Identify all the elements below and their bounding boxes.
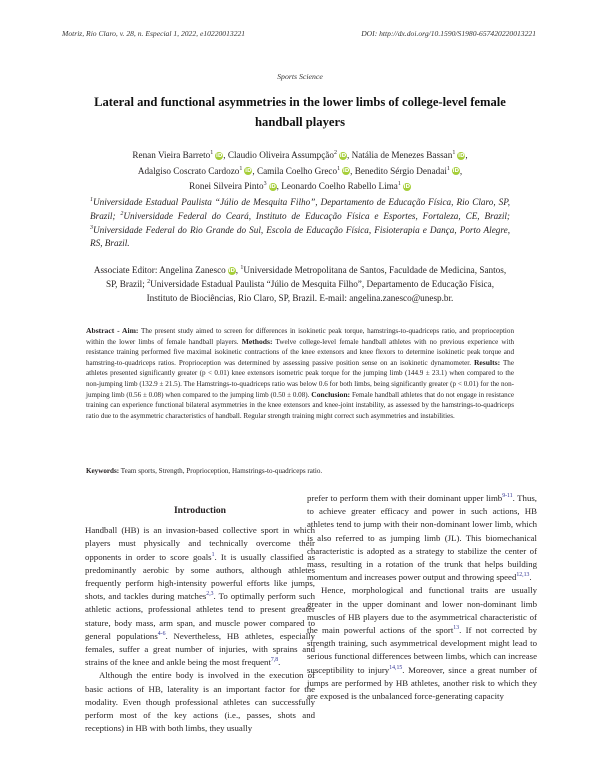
author: Camila Coelho Greco$^1$ iD, <box>256 165 353 176</box>
orcid-icon[interactable]: iD <box>342 168 350 175</box>
abstract: Abstract - Aim: The present study aimed to screen for differences in isokinetic peak torque, hamstrings-to-quadriceps ratio, and proprioception within the lower limbs of female handball players. Methods: Twelve college-level female handball athletes with no previous experience with resistance training performed five maximal isokinetic contractions of the knee extensors and knee flexors to determine isokinetic peak torque and hamstring-to-quadriceps ratios. Proprioception was determined by assessing passive position sense on an isokinetic dynamometer. Results: The athletes presented significantly greater (p < 0.01) knee extensors isometric peak torque for the jumping limb (144.9 ± 23.1) when compared to the non-jumping limb (132.9 ± 21.5). The Hamstrings-to-quadriceps ratio was below 0.6 for both limbs, being significantly greater (p < 0.01) for the non-jumping limb (0.56 ± 0.08) when compared to the jumping limb (0.50 ± 0.08). Conclusion: Female handball athletes that do not engage in resistance training can experience functional bilateral asymmetries in the knee extensors and knee-joint instability, as assessed by the hamstrings-to-quadriceps ratio due to the asymmetric characteristics of handball. Regular strength training might correct such asymmetries and instabilities. <box>86 326 514 420</box>
paragraph: prefer to perform them with their dominant upper limb$^{9-11}$. Thus, to achieve greater efficacy and power in such actions, HB athletes tend to jump with their non-dominant lower limb, which is also referred to as jumping limb (JL). This biomechanical characteristic is adopted as a strategy to stabilize the center of mass, resulting in a rotation of the trunk that helps building momentum and increases power output and throwing speed$^{12,13}$. <box>307 493 537 583</box>
section-label: Sports Science <box>277 72 323 81</box>
citation-link[interactable]: 14,15 <box>389 664 403 671</box>
citation-link[interactable]: 9-11 <box>502 493 513 500</box>
orcid-icon[interactable]: iD <box>269 183 276 190</box>
paragraph: Hence, morphological and functional traits are usually greater in the upper dominant and lower non-dominant limb muscles of HB players due to the asymmetrical characteristic of the main powerful actions of the sport$^{13}$. If not corrected by strength training, such asymmetrical development might lead to serious functional differences between limbs, which can increase susceptibility to injury$^{14,15}$. Moreover, since a great number of jumps are performed by HB athletes, another risk to which they are exposed is the unbalanced force-generating capacity <box>307 585 538 702</box>
orcid-icon[interactable]: iD <box>458 152 465 159</box>
author: Renan Vieira Barreto$^1$ iD, <box>132 149 226 160</box>
orcid-icon[interactable]: iD <box>403 183 411 190</box>
author: Claudio Oliveira Assumpção$^2$ iD, <box>227 149 350 160</box>
journal-citation: Motriz, Rio Claro, v. 28, n. Especial 1, 2022, e10220013221 <box>62 29 246 38</box>
citation-link[interactable]: 1 <box>211 551 215 558</box>
doi-link[interactable]: DOI: http://dx.doi.org/10.1590/S1980-657420220013221 <box>361 29 536 38</box>
citation-link[interactable]: 2,3 <box>206 591 214 598</box>
author: Natália de Menezes Bassan$^1$ iD, <box>351 149 468 160</box>
orcid-icon[interactable]: iD <box>228 267 235 274</box>
citation-link[interactable]: 7,8 <box>270 657 279 664</box>
associate-editor: Associate Editor: Angelina Zanesco iD, $^1$Universidade Metropolitana de Santos, Faculdade de Medicina, Santos, SP, Brazil; $^2$Universidade Estadual Paulista “Júlio de Mesquita Filho”, Departamento de Educação Física, Instituto de Biociências, Rio Claro, SP, Brazil. E-mail: angelina.zanesco@unesp.br. <box>93 264 507 303</box>
author-list <box>70 148 530 195</box>
keywords: Keywords: Team sports, Strength, Proprioception, Hamstrings-to-quadriceps ratio. <box>86 467 323 475</box>
affiliations: $^1$Universidade Estadual Paulista “Júlio de Mesquita Filho”, Departamento de Educação Física, Rio Claro, SP, Brazil; $^2$Universidade Federal do Ceará, Instituto de Educação Física e Esportes, Fortaleza, CE, Brazil; $^3$Universidade Federal do Rio Grande do Sul, Escola de Educação Física, Fisioterapia e Dança, Porto Alegre, RS, Brazil. <box>90 196 510 249</box>
author: Ronei Silveira Pinto$^3$ iD, <box>189 180 279 191</box>
abstract-aim-label: Abstract - Aim: <box>86 326 139 335</box>
orcid-icon[interactable]: iD <box>245 168 252 175</box>
author: Leonardo Coelho Rabello Lima$^1$ iD <box>281 180 411 191</box>
section-heading: Introduction <box>173 505 227 516</box>
citation-link[interactable]: 13 <box>453 625 460 632</box>
orcid-icon[interactable]: iD <box>215 152 223 159</box>
intro-left-column <box>85 504 315 735</box>
paragraph: Although the entire body is involved in the execution of basic actions of HB, laterality is an important factor for the modality. Even though professional athletes can successfully perform most of the key actions (i.e., passes, shots and receptions) in HB with both limbs, they usually <box>85 670 315 734</box>
citation-link[interactable]: 12,13 <box>516 572 530 579</box>
paragraph: Handball (HB) is an invasion-based collective sport in which players must physically and technically overcome their opponents in order to score goals$^1$. It is usually classified as predominantly aerobic by some authors, although athletes frequently perform high-intensity powerful efforts like jumps, shots, and tackles during matches$^{2,3}$. To optimally perform such athletic actions, professional athletes tend to present greater stature, body mass, arm span, and muscle power compared to general populations$^{4-6}$. Nevertheless, HB athletes, especially females, suffer a great number of injuries, with sprains and strains of the knee and ankle being the most frequent$^{7,8}$. <box>85 525 316 668</box>
orcid-icon[interactable]: iD <box>452 168 460 175</box>
abstract-methods-label: Methods: <box>241 336 273 346</box>
author: Benedito Sérgio Denadai$^1$ iD, <box>354 165 463 176</box>
citation-link[interactable]: 4-6 <box>157 630 166 637</box>
article-title: Lateral and functional asymmetries in the lower limbs of college-level female handball players <box>94 95 506 129</box>
author: Adalgiso Coscrato Cardozo$^1$ iD, <box>137 165 255 176</box>
intro-right-column <box>307 493 538 703</box>
abstract-results-label: Results: <box>473 357 501 367</box>
orcid-icon[interactable]: iD <box>339 152 347 159</box>
abstract-conclusion-label: Conclusion: <box>311 389 351 399</box>
